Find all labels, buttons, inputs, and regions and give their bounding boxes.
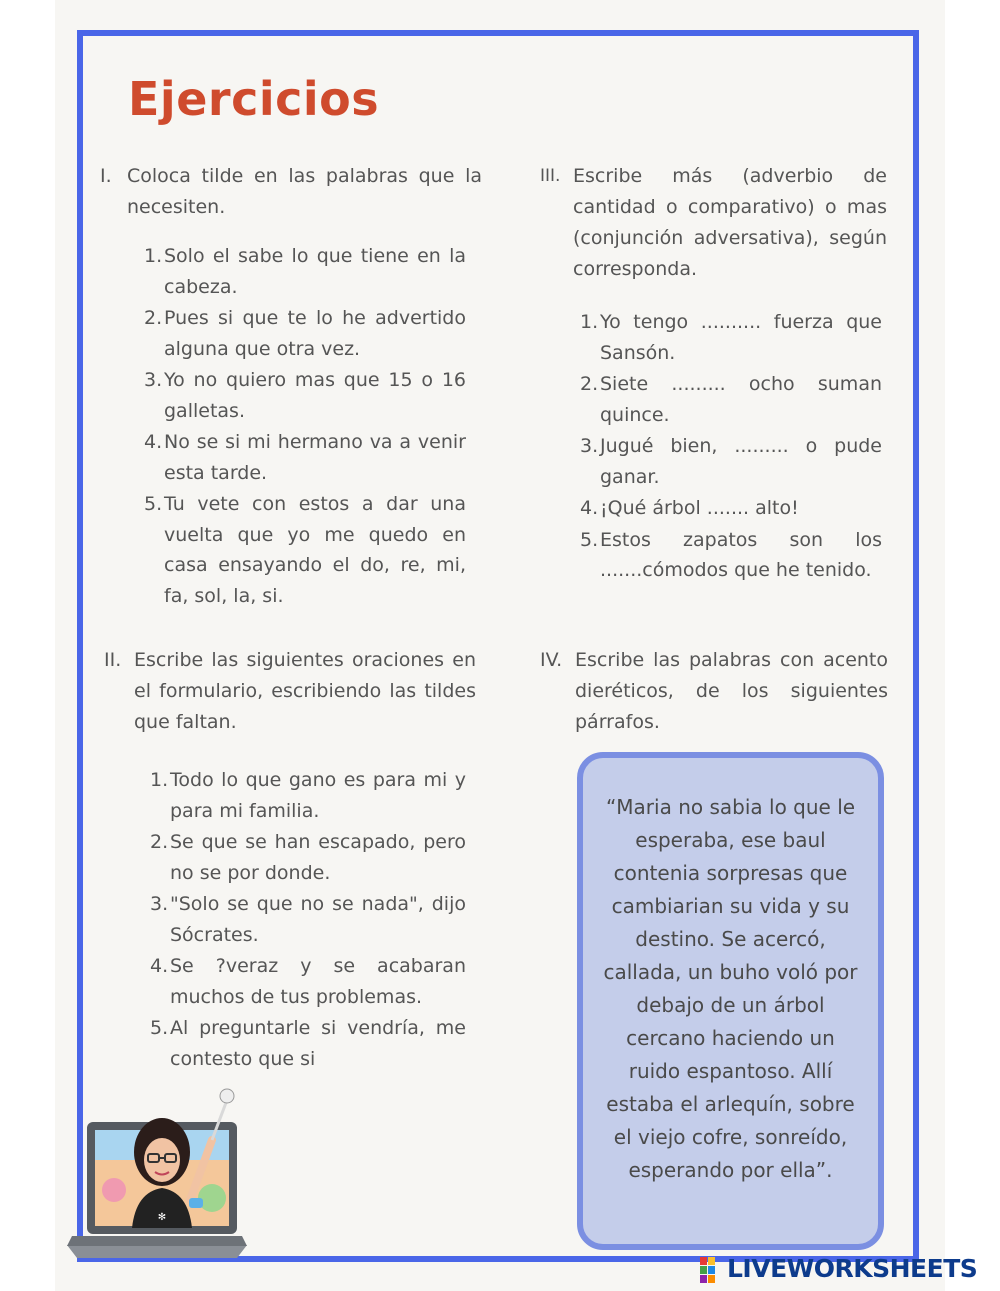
liveworksheets-logo bbox=[697, 1252, 1000, 1288]
page-title: Ejercicios bbox=[128, 72, 380, 126]
section-2-list bbox=[150, 765, 466, 1074]
item-text: Siete ......... ocho suman quince. bbox=[600, 373, 882, 426]
item-text: Yo tengo .......... fuerza que Sansón. bbox=[600, 311, 882, 364]
list-item bbox=[580, 307, 882, 368]
list-item bbox=[150, 889, 466, 950]
laptop-avatar-illustration bbox=[62, 1080, 252, 1265]
list-item bbox=[150, 827, 466, 888]
item-number: 3. bbox=[150, 893, 169, 915]
item-text: Pues si que te lo he advertido alguna que otra vez. bbox=[164, 307, 466, 360]
list-item bbox=[150, 1013, 466, 1074]
item-number: 3. bbox=[144, 369, 163, 391]
item-text: Se ?veraz y se acabaran muchos de tus problemas. bbox=[170, 955, 466, 1008]
item-text: Jugué bien, ......... o pude ganar. bbox=[600, 435, 882, 488]
item-text: No se si mi hermano va a venir esta tarde. bbox=[164, 431, 466, 484]
item-number: 1. bbox=[580, 311, 599, 333]
item-number: 2. bbox=[144, 307, 163, 329]
item-number: 3. bbox=[580, 435, 599, 457]
section-4-numeral: IV. bbox=[540, 649, 563, 671]
section-1-list bbox=[144, 241, 466, 611]
item-number: 5. bbox=[150, 1017, 169, 1039]
item-number: 1. bbox=[144, 245, 163, 267]
section-4-instruction: Escribe las palabras con acento dieréticos, de los siguientes párrafos. bbox=[575, 649, 888, 733]
liveworksheets-icon bbox=[699, 1256, 725, 1284]
section-2-instruction: Escribe las siguientes oraciones en el formulario, escribiendo las tildes que faltan. bbox=[134, 649, 476, 733]
list-item bbox=[144, 241, 466, 302]
section-1-numeral: I. bbox=[100, 165, 112, 187]
section-1-instruction: Coloca tilde en las palabras que la necesiten. bbox=[127, 165, 482, 218]
list-item bbox=[150, 765, 466, 826]
section-2-numeral: II. bbox=[104, 649, 122, 671]
list-item bbox=[144, 303, 466, 364]
list-item bbox=[580, 431, 882, 492]
item-number: 4. bbox=[144, 431, 163, 453]
list-item bbox=[150, 951, 466, 1012]
item-text: Se que se han escapado, pero no se por donde. bbox=[170, 831, 466, 884]
list-item bbox=[144, 427, 466, 488]
item-text: Estos zapatos son los .......cómodos que he tenido. bbox=[600, 528, 882, 581]
list-item bbox=[580, 493, 882, 524]
item-number: 5. bbox=[580, 528, 599, 551]
section-2-instruction-block bbox=[104, 645, 476, 738]
list-item bbox=[580, 369, 882, 430]
list-item bbox=[144, 489, 466, 611]
laptop-base bbox=[67, 1245, 247, 1258]
item-text: "Solo se que no se nada", dijo Sócrates. bbox=[170, 893, 466, 946]
brand-name: LIVEWORKSHEETS bbox=[727, 1254, 978, 1283]
item-number: 5. bbox=[144, 493, 163, 515]
item-text: Yo no quiero mas que 15 o 16 galletas. bbox=[164, 369, 466, 422]
item-number: 2. bbox=[580, 373, 599, 395]
list-item bbox=[580, 525, 882, 586]
section-4-instruction-block bbox=[540, 645, 888, 738]
item-number: 2. bbox=[150, 831, 169, 853]
section-3-list bbox=[580, 307, 882, 586]
item-text: Todo lo que gano es para mi y para mi familia. bbox=[170, 769, 466, 822]
item-text: ¡Qué árbol ....... alto! bbox=[600, 497, 799, 519]
passage-text: “Maria no sabia lo que le esperaba, ese baul contenia sorpresas que cambiarian su vida y su destino. Se acercó, callada, un buho voló por debajo de un árbol cercano haciendo un ruido espantoso. Allí estaba el arlequín, sobre el viejo cofre, sonreído, esperando por ella”. bbox=[603, 795, 858, 1182]
svg-text:✻: ✻ bbox=[157, 1212, 167, 1223]
section-1-instruction-block bbox=[100, 161, 482, 223]
item-number: 4. bbox=[150, 955, 169, 977]
section-3-instruction: Escribe más (adverbio de cantidad o comparativo) o mas (conjunción adversativa), según corresponda. bbox=[573, 165, 887, 280]
passage-box bbox=[577, 752, 884, 1250]
item-number: 1. bbox=[150, 769, 169, 791]
section-3-numeral: III. bbox=[540, 166, 561, 186]
item-text: Solo el sabe lo que tiene en la cabeza. bbox=[164, 245, 466, 298]
item-text: Tu vete con estos a dar una vuelta que yo me quedo en casa ensayando el do, re, mi, fa, sol, la, si. bbox=[164, 493, 466, 607]
item-number: 4. bbox=[580, 497, 599, 519]
list-item bbox=[144, 365, 466, 426]
section-3-instruction-block bbox=[540, 161, 887, 285]
item-text: Al preguntarle si vendría, me contesto que si bbox=[170, 1017, 466, 1070]
